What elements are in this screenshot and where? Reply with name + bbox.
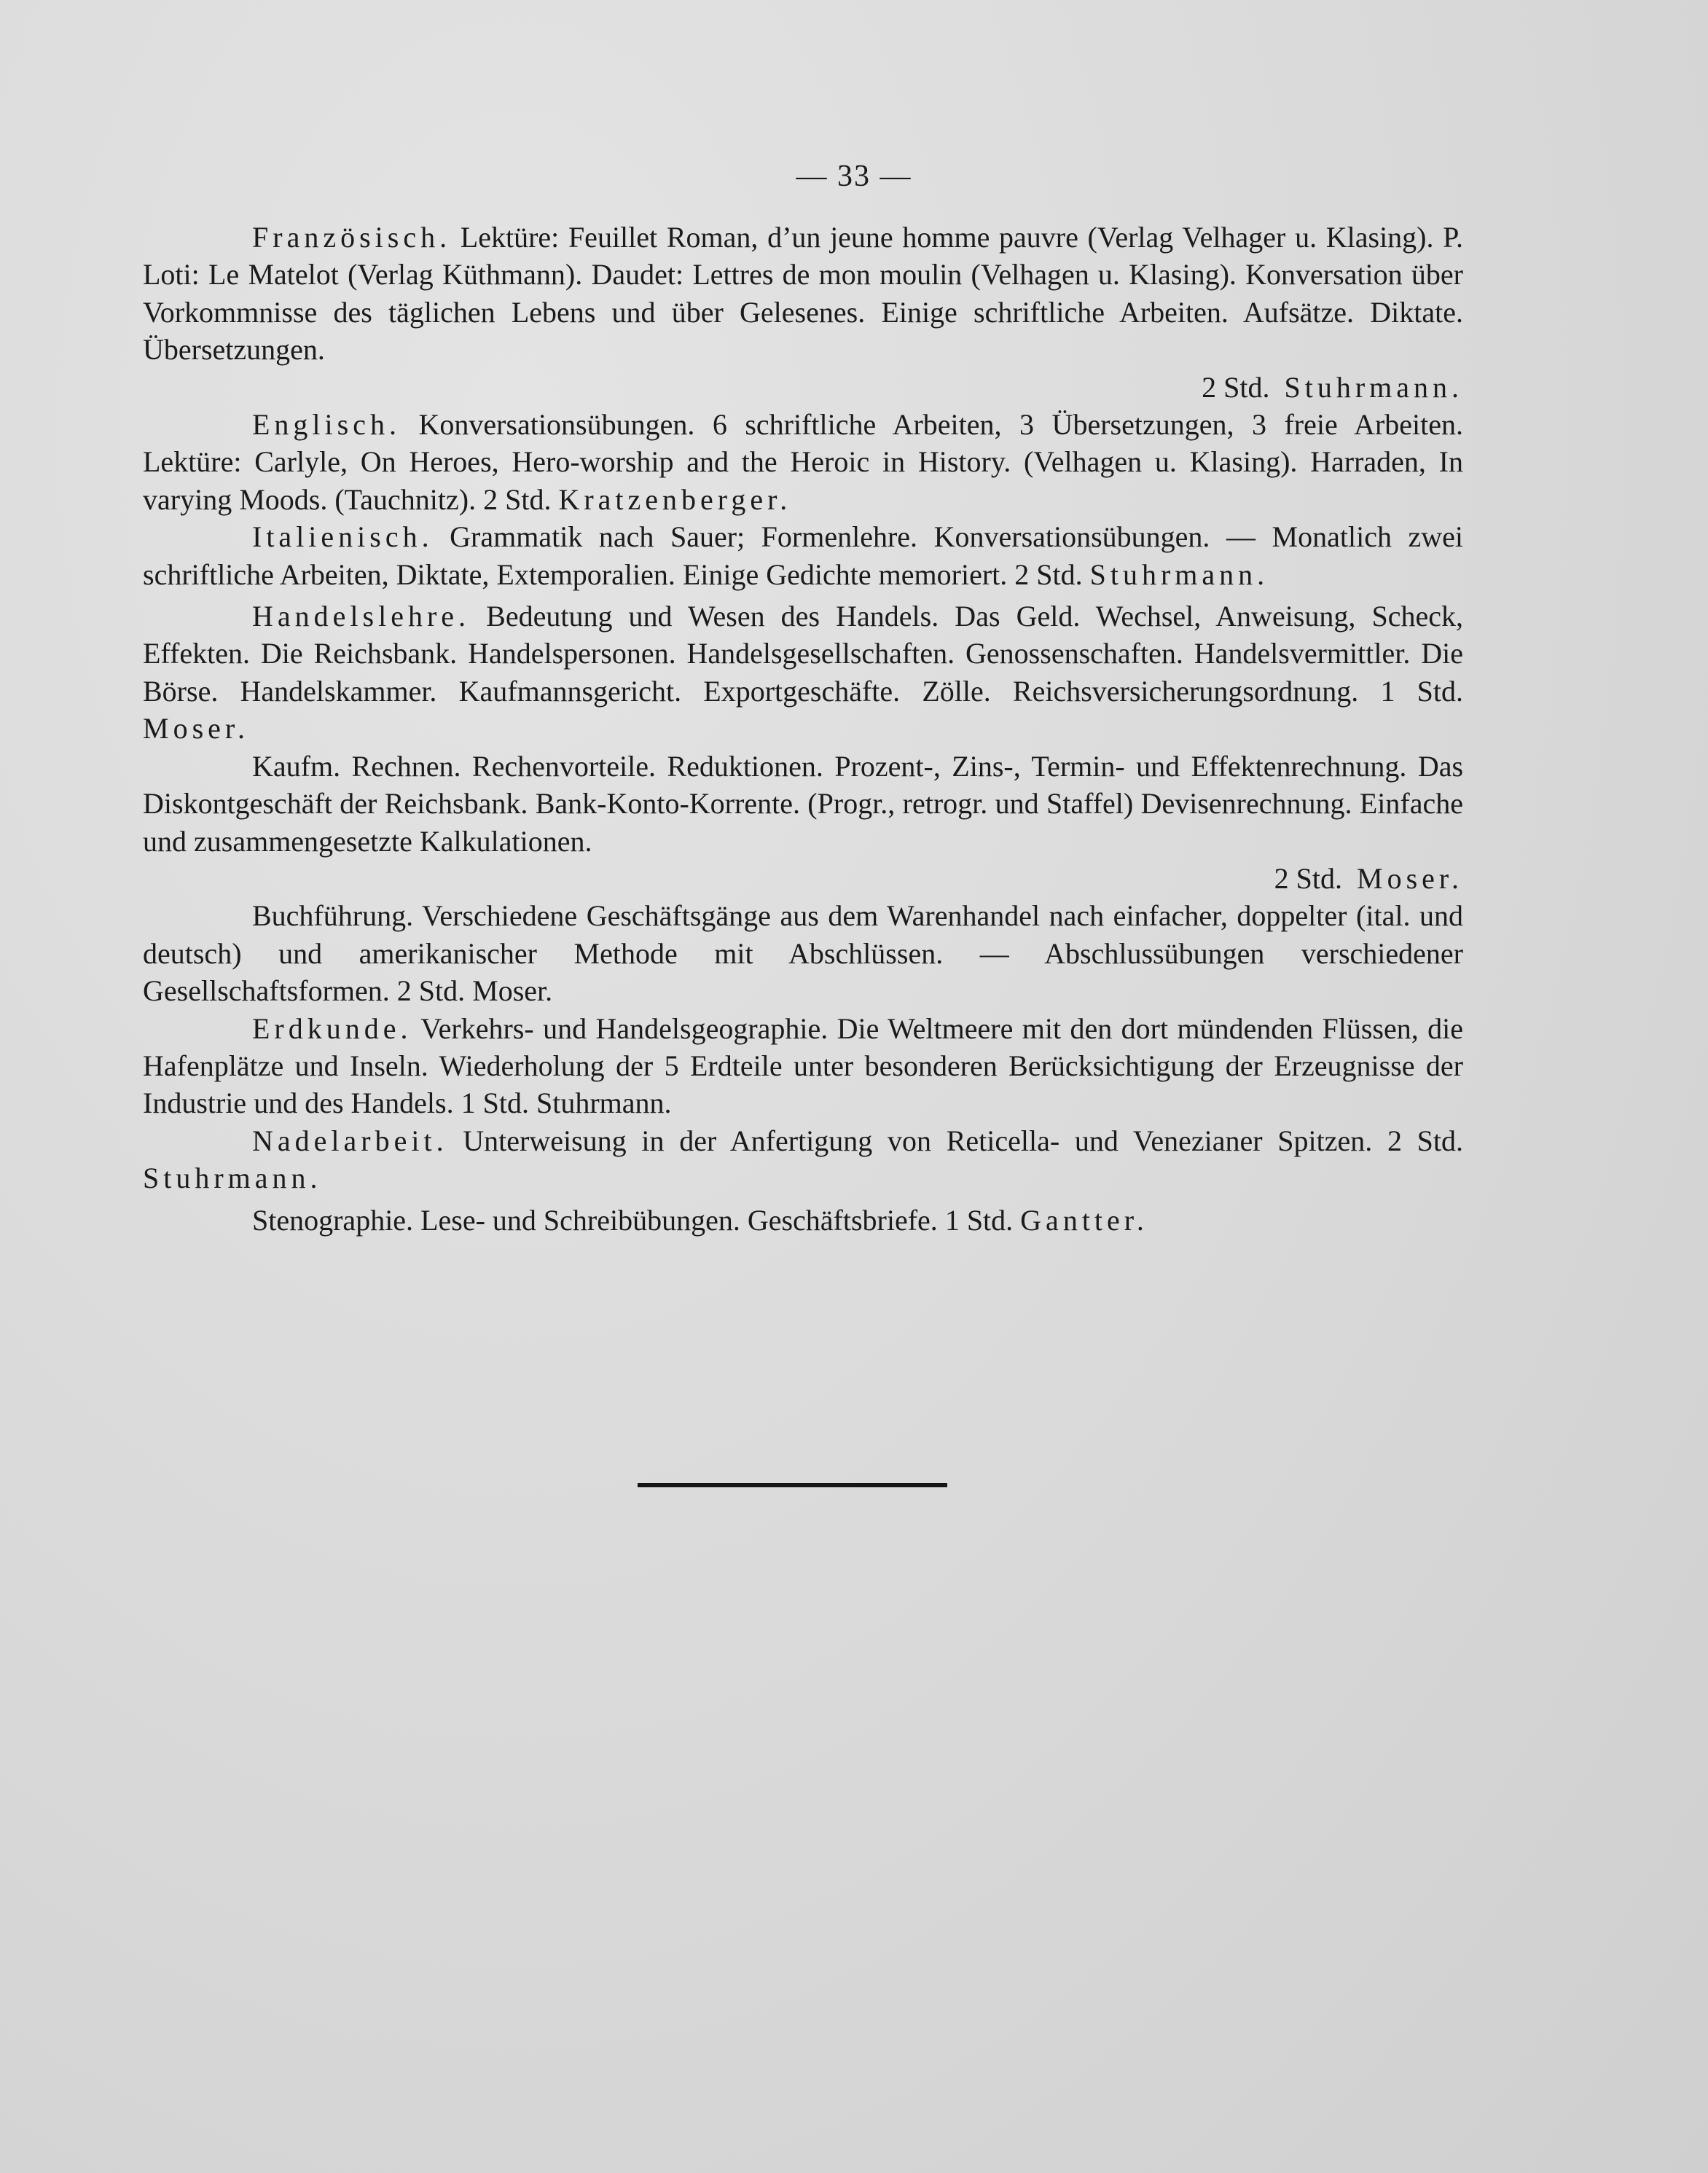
section-hours: 1 Std.: [1380, 674, 1463, 708]
section-italienisch: [143, 518, 1463, 593]
subject-title: Französisch.: [252, 221, 452, 254]
section-footer: [143, 860, 1463, 897]
subject-title: Handelslehre.: [252, 600, 471, 633]
closing-rule-divider: [638, 1483, 947, 1487]
section-teacher: Stuhrmann.: [1284, 370, 1463, 404]
section-hours: 1 Std.: [461, 1086, 529, 1120]
section-teacher: Stuhrmann.: [1089, 557, 1269, 591]
section-text: Verschiedene Geschäftsgänge aus dem Warenhandel nach einfacher, doppelter (ital. und deutsch) und amerikanischer Methode mit Abschlüssen. — Abschlussübungen verschiedener Gesellschaftsformen.: [143, 899, 1463, 1008]
section-franzoesisch: [143, 219, 1463, 406]
section-kaufm-rechnen: [143, 748, 1463, 898]
section-hours: 2 Std.: [1202, 370, 1270, 404]
section-text: Lese- und Schreibübungen. Geschäftsbriefe.: [420, 1203, 938, 1237]
section-teacher: Moser.: [1357, 861, 1463, 895]
section-hours: 2 Std.: [1387, 1124, 1464, 1157]
section-buchfuehrung: [143, 897, 1463, 1009]
section-hours: 2 Std.: [483, 482, 552, 516]
subject-title: Nadelarbeit.: [252, 1124, 448, 1157]
section-text: Grammatik nach Sauer; Formenlehre. Konversationsübungen. — Monatlich zwei schriftliche Arbeiten, Diktate, Extemporalien. Einige Gedichte memoriert.: [143, 520, 1464, 591]
section-teacher: Moser.: [472, 974, 553, 1008]
subject-title: Englisch.: [252, 408, 401, 442]
page-number: — 33 —: [796, 160, 912, 193]
section-teacher: Stuhrmann.: [536, 1086, 672, 1120]
section-teacher: Gantter.: [1020, 1203, 1148, 1237]
section-erdkunde: [143, 1010, 1463, 1122]
section-text: Konversationsübungen. 6 schriftliche Arbeiten, 3 Übersetzungen, 3 freie Arbeiten. Lektüre: Carlyle, On Heroes, Hero-worship and the Heroic in History. (Velhagen u. Klasing). Harraden, In varying Moods. (Tauchnitz).: [143, 408, 1463, 516]
section-teacher: Kratzenberger.: [558, 482, 792, 516]
section-hours: 1 Std.: [944, 1203, 1014, 1237]
section-hours: 2 Std.: [1274, 861, 1342, 895]
section-teacher: Moser.: [143, 712, 249, 745]
document-body: [143, 219, 1463, 1239]
section-text: Rechenvorteile. Reduktionen. Prozent-, Zins-, Termin- und Effektenrechnung. Das Diskontgeschäft der Reichsbank. Bank-Konto-Korrente. (Progr., retrogr. und Staffel) Devisenrechnung. Einfache und zusammengesetzte Kalkulationen.: [143, 749, 1464, 858]
subject-title: Kaufm. Rechnen.: [252, 749, 461, 783]
section-teacher: Stuhrmann.: [143, 1162, 322, 1195]
section-hours: 2 Std.: [396, 974, 466, 1008]
subject-title: Buchführung.: [252, 899, 414, 933]
section-text: Lektüre: Feuillet Roman, d’un jeune homme pauvre (Verlag Velhager u. Klasing). P. Loti: Le Matelot (Verlag Küthmann). Daudet: Lettres de mon moulin (Velhagen u. Klasing). Konversation über Vorkommnisse des täglichen Lebens und über Gelesenes. Einige schriftliche Arbeiten. Aufsätze. Diktate. Übersetzungen.: [143, 221, 1463, 367]
section-stenographie: [143, 1202, 1463, 1239]
section-hours: 2 Std.: [1014, 557, 1083, 591]
section-handelslehre: [143, 598, 1463, 748]
section-footer: [143, 369, 1463, 406]
subject-title: Erdkunde.: [252, 1011, 412, 1045]
section-englisch: [143, 406, 1463, 518]
section-nadelarbeit: [143, 1122, 1463, 1197]
subject-title: Italienisch.: [252, 520, 434, 554]
section-text: Verkehrs- und Handelsgeographie. Die Weltmeere mit den dort mündenden Flüssen, die Hafenplätze und Inseln. Wiederholung der 5 Erdteile unter besonderen Berücksichtigung der Erzeugnisse der Industrie und des Handels.: [143, 1011, 1464, 1120]
section-text: Bedeutung und Wesen des Handels. Das Geld. Wechsel, Anweisung, Scheck, Effekten. Die Reichsbank. Handelspersonen. Handelsgesellschaften. Genossenschaften. Handelsvermittler. Die Börse. Handelskammer. Kaufmannsgericht. Exportgeschäfte. Zölle. Reichsversicherungsordnung.: [143, 600, 1464, 708]
subject-title: Stenographie.: [252, 1203, 414, 1237]
section-text: Unterweisung in der Anfertigung von Reticella- und Venezianer Spitzen.: [463, 1124, 1373, 1157]
